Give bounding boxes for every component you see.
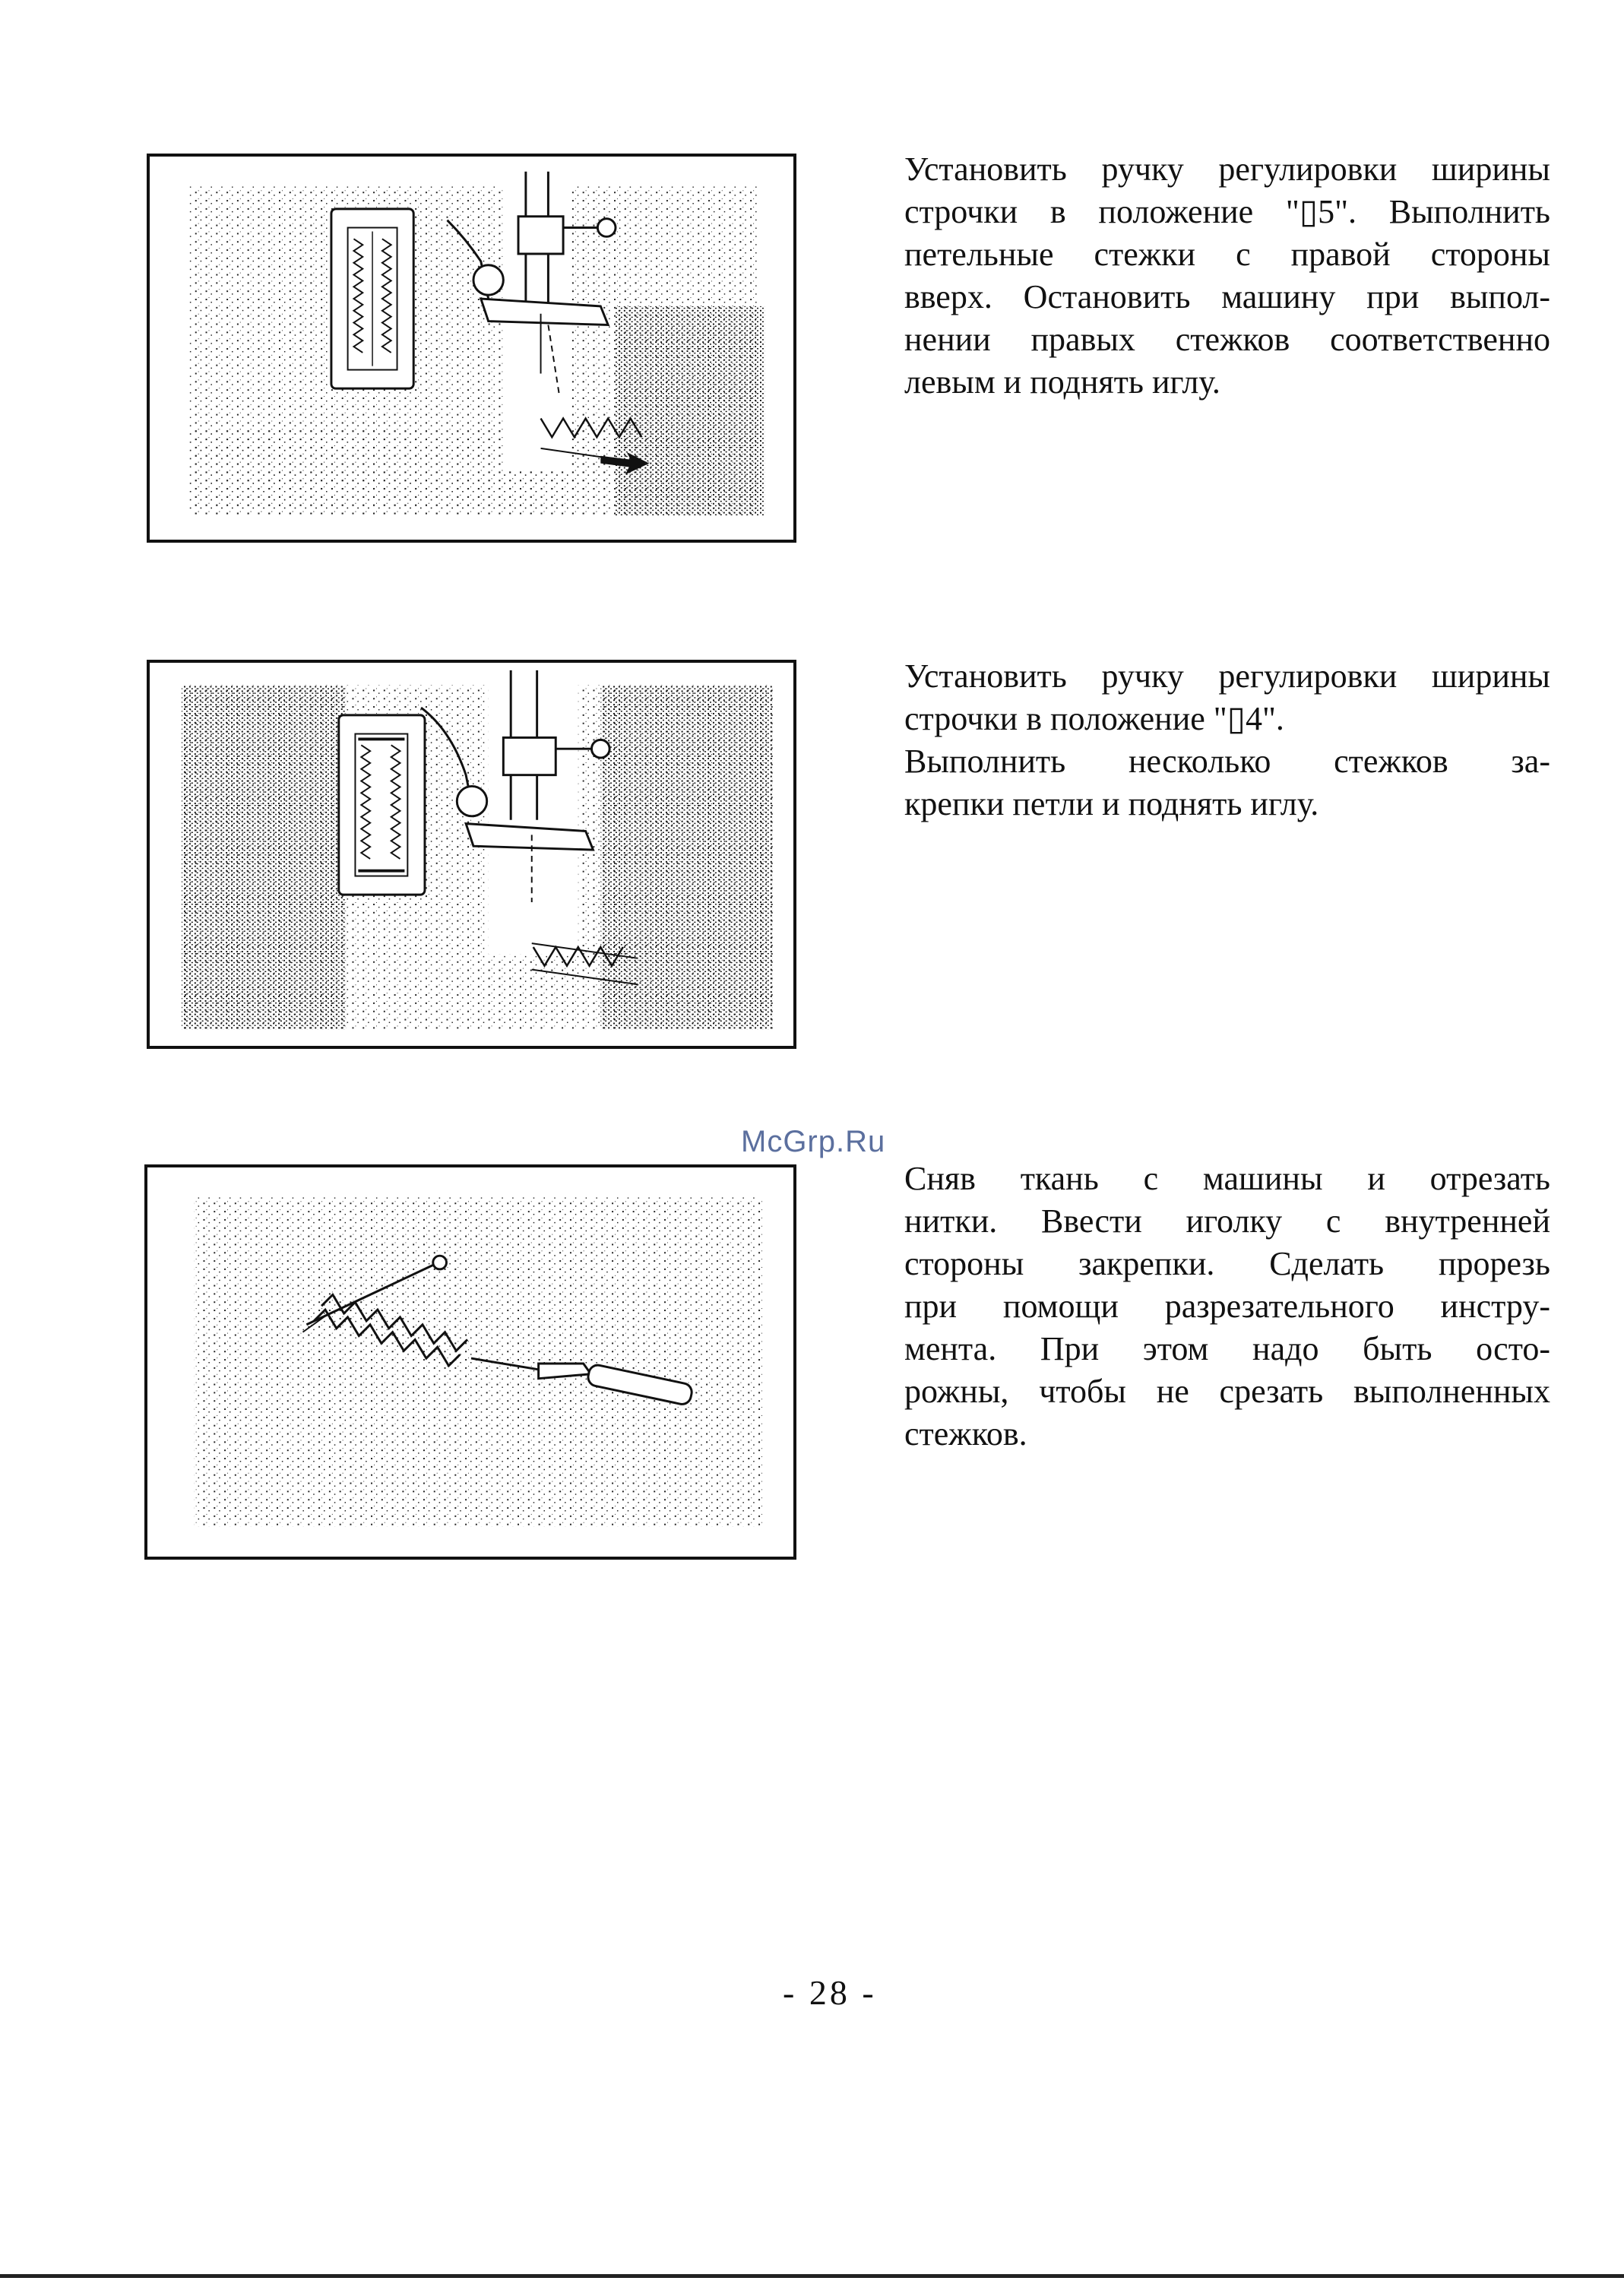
text-line: вверх. Остановить машину при выпол-	[904, 278, 1550, 315]
paragraph-step-2	[904, 655, 1550, 825]
text-line: строчки в положение "▯4".	[904, 700, 1284, 737]
text-line: Выполнить несколько стежков за-	[904, 743, 1550, 780]
text-line: мента. При этом надо быть осто-	[904, 1330, 1550, 1367]
figure-buttonhole-bartack	[147, 660, 796, 1049]
sewing-machine-illustration-2	[150, 663, 793, 1046]
text-line: рожны, чтобы не срезать выполненных	[904, 1373, 1550, 1410]
paragraph-step-1	[904, 148, 1550, 404]
text-line: нитки. Ввести иголку с внутренней	[904, 1202, 1550, 1240]
text-line: крепки петли и поднять иглу.	[904, 785, 1319, 822]
text-line: Установить ручку регулировки ширины	[904, 657, 1550, 695]
text-line: левым и поднять иглу.	[904, 363, 1220, 401]
text-line: Сняв ткань с машины и отрезать	[904, 1160, 1550, 1197]
text-line: петельные стежки с правой стороны	[904, 236, 1550, 273]
bottom-divider	[0, 2274, 1624, 2278]
text-line: стежков.	[904, 1415, 1027, 1452]
seam-ripper-illustration	[147, 1167, 793, 1557]
text-line: строчки в положение "▯5". Выполнить	[904, 193, 1550, 230]
page-number: - 28 -	[783, 1973, 877, 2012]
watermark: McGrp.Ru	[741, 1125, 886, 1158]
figure-cutting-buttonhole	[144, 1164, 796, 1560]
paragraph-step-3	[904, 1158, 1550, 1456]
text-line: Установить ручку регулировки ширины	[904, 150, 1550, 188]
text-line: при помощи разрезательного инстру-	[904, 1288, 1550, 1325]
sewing-machine-illustration-1	[150, 157, 793, 540]
figure-buttonhole-right-stitches	[147, 154, 796, 543]
text-line: нении правых стежков соответственно	[904, 321, 1550, 358]
text-line: стороны закрепки. Сделать прорезь	[904, 1245, 1550, 1282]
